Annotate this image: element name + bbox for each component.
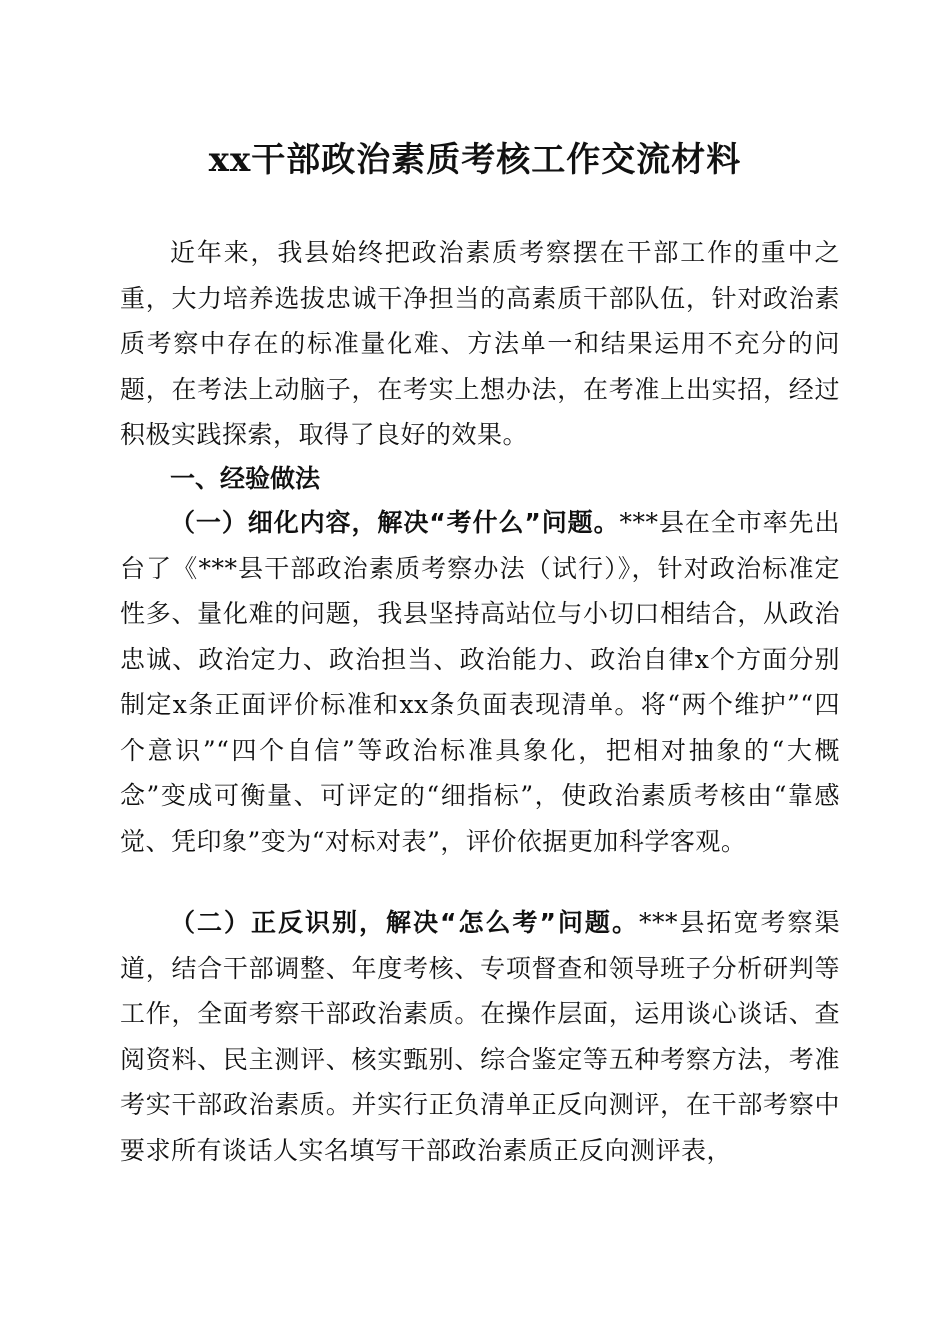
document-title: xx干部政治素质考核工作交流材料 [208,140,742,180]
item-1-lead: （一）细化内容，解决“考什么”问题。 [170,508,620,537]
item-paragraph-2 [120,900,840,1173]
item-2-body: ***县拓宽考察渠道，结合干部调整、年度考核、专项督查和领导班子分析研判等工作，全面考察干部政治素质。在操作层面，运用谈心谈话、查阅资料、民主测评、核实甄别、综合鉴定等五种考察方法，考准考实干部政治素质。并实行正负清单正反向测评，在干部考察中要求所有谈话人实名填写干部政治素质正反向测评表， [120,908,840,1165]
section-heading-experience: 一、经验做法 [170,464,321,493]
item-paragraph-1 [120,500,840,864]
item-2-lead: （二）正反识别，解决“怎么考”问题。 [170,908,639,937]
intro-paragraph: 近年来，我县始终把政治素质考察摆在干部工作的重中之重，大力培养选拔忠诚干净担当的高素质干部队伍，针对政治素质考察中存在的标准量化难、方法单一和结果运用不充分的问题，在考法上动脑子，在考实上想办法，在考准上出实招，经过积极实践探索，取得了良好的效果。 [120,238,840,449]
item-1-body: ***县在全市率先出台了《***县干部政治素质考察办法（试行）》，针对政治标准定性多、量化难的问题，我县坚持高站位与小切口相结合，从政治忠诚、政治定力、政治担当、政治能力、政治自律x个方面分别制定x条正面评价标准和xx条负面表现清单。将“两个维护”“四个意识”“四个自信”等政治标准具象化，把相对抽象的“大概念”变成可衡量、可评定的“细指标”，使政治素质考核由“靠感觉、凭印象”变为“对标对表”，评价依据更加科学客观。 [120,508,840,856]
